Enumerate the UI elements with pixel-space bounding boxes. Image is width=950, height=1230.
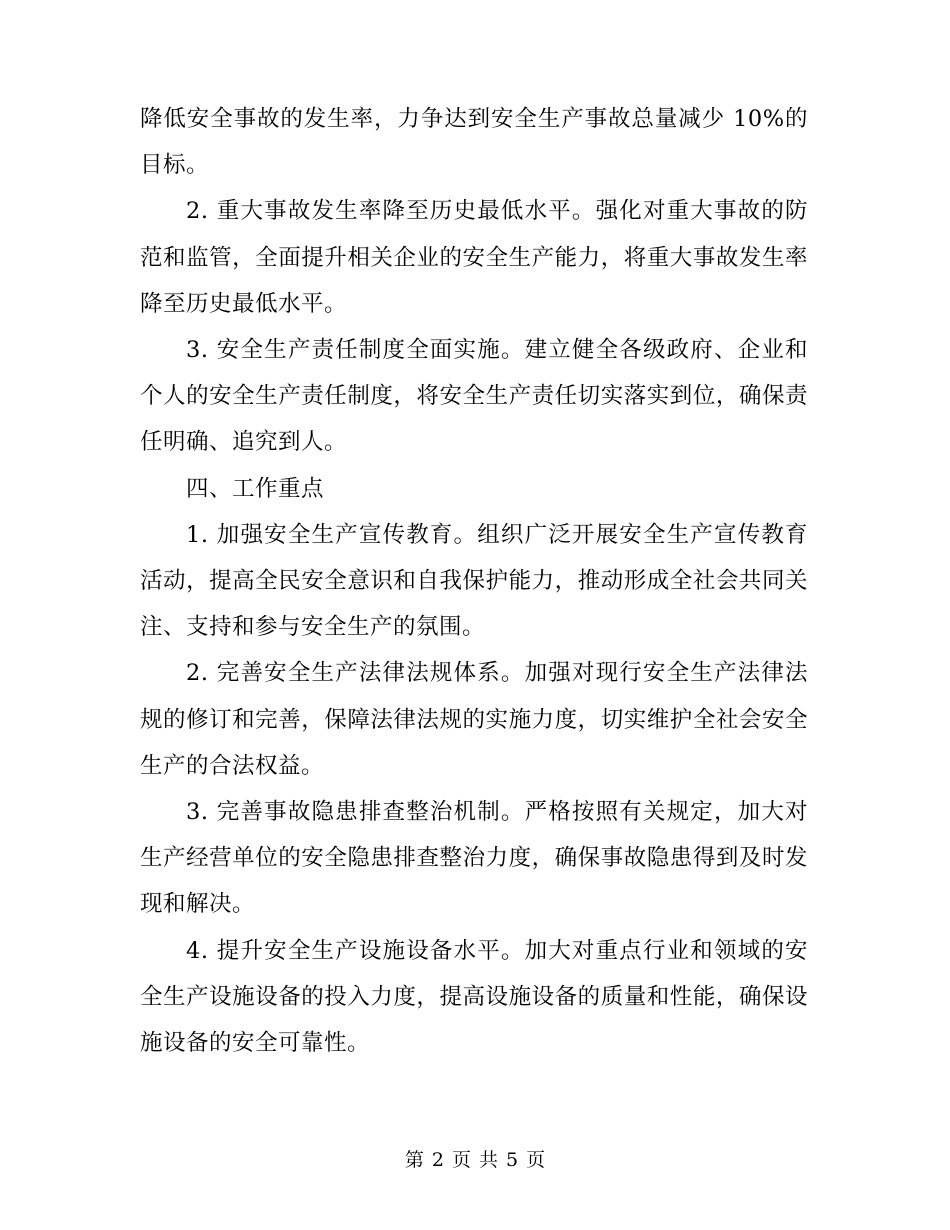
page-number-footer: 第 2 页 共 5 页 [404, 1149, 546, 1171]
paragraph-focus-3: 3. 完善事故隐患排查整治机制。严格按照有关规定，加大对生产经营单位的安全隐患排查整治力度，确保事故隐患得到及时发现和解决。 [140, 799, 808, 918]
paragraph-focus-2: 2. 完善安全生产法律法规体系。加强对现行安全生产法律法规的修订和完善，保障法律法规的实施力度，切实维护全社会安全生产的合法权益。 [140, 660, 808, 779]
paragraph-continuation: 降低安全事故的发生率，力争达到安全生产事故总量减少 10%的目标。 [140, 106, 808, 179]
document-body [140, 96, 808, 1066]
section-heading-work-focus: 四、工作重点 [186, 475, 325, 502]
paragraph-goal-2: 2. 重大事故发生率降至历史最低水平。强化对重大事故的防范和监管，全面提升相关企业的安全生产能力，将重大事故发生率降至历史最低水平。 [140, 198, 808, 317]
paragraph-goal-3: 3. 安全生产责任制度全面实施。建立健全各级政府、企业和个人的安全生产责任制度，将安全生产责任切实落实到位，确保责任明确、追究到人。 [140, 337, 808, 456]
paragraph-focus-4: 4. 提升安全生产设施设备水平。加大对重点行业和领域的安全生产设施设备的投入力度，提高设施设备的质量和性能，确保设施设备的安全可靠性。 [140, 937, 808, 1057]
paragraph-focus-1: 1. 加强安全生产宣传教育。组织广泛开展安全生产宣传教育活动，提高全民安全意识和自我保护能力，推动形成全社会共同关注、支持和参与安全生产的氛围。 [140, 521, 808, 641]
